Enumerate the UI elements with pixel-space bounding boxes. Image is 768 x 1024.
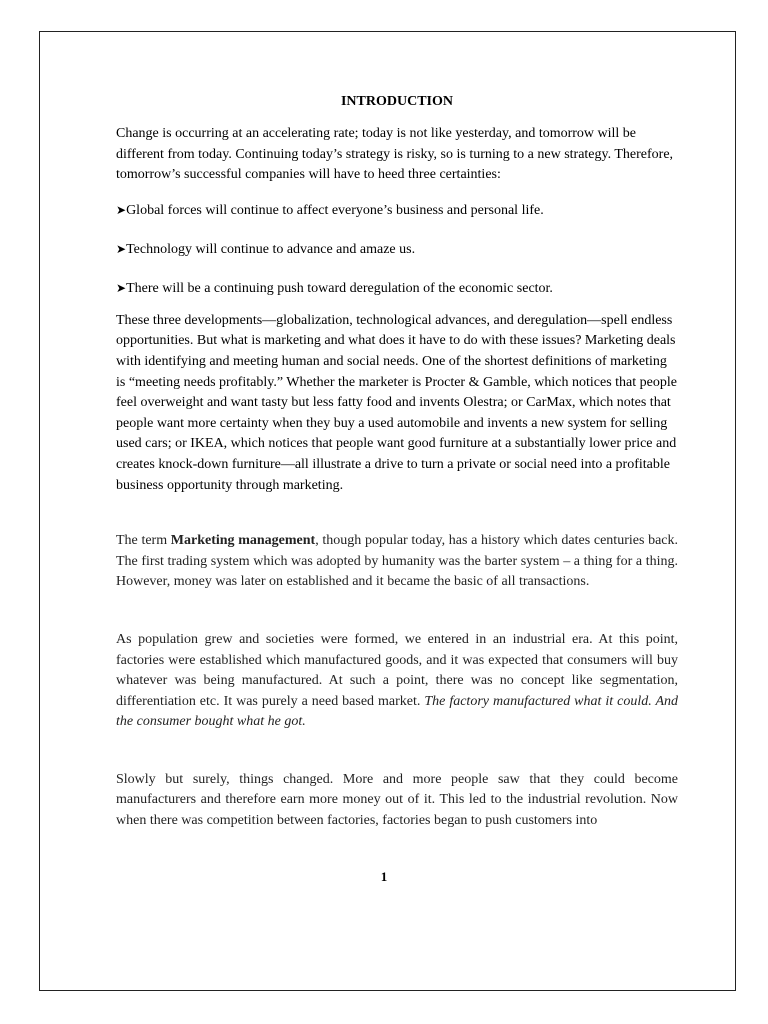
- developments-paragraph: These three developments—globalization, technological advances, and deregulation—spell endless opportunities. But what is marketing and what does it have to do with these issues? Marketing deals with identifying and meeting human and social needs. One of the shortest definitions of marketing is “meeting needs profitably.” Whether the marketer is Procter & Gamble, which notices that people feel overweight and want tasty but less fatty food and invents Olestra; or CarMax, which notes that people want more certainty when they buy a used automobile and invents a new system for selling used cars; or IKEA, which notices that people want good furniture at a substantially lower price and creates knock-down furniture—all illustrate a drive to turn a private or social need into a profitable business opportunity through marketing.: [116, 312, 677, 493]
- bullet-item: [116, 239, 678, 260]
- term-rest: , though popular today, has a history which dates centuries back. The first trading system which was adopted by humanity was the barter system – a thing for a thing. However, money was later on established and it became the basic of all transactions.: [116, 533, 679, 590]
- arrow-bullet-icon: ➤: [116, 241, 127, 256]
- revolution-paragraph: Slowly but surely, things changed. More and more people saw that they could become manufacturers and therefore earn more money out of it. This led to the industrial revolution. Now when there was competition between factories, factories began to push customers into: [116, 771, 678, 829]
- bullet-text: There will be a continuing push toward deregulation of the economic sector.: [126, 280, 553, 296]
- page-number: 1: [380, 869, 388, 884]
- bullet-item: [116, 200, 678, 221]
- document-body: [116, 92, 678, 832]
- bullet-text: Technology will continue to advance and amaze us.: [126, 241, 416, 257]
- arrow-bullet-icon: ➤: [116, 280, 127, 295]
- bold-term: Marketing management: [170, 533, 316, 549]
- industrial-text: As population grew and societies were formed, we entered in an industrial era. At this point, factories were established which manufactured goods, and it was expected that consumers will buy whatever was being manufactured. At such a point, there was no concept like segmentation, differentiation etc. It was purely a need based market.: [116, 631, 678, 709]
- term-prefix: The term: [116, 533, 171, 549]
- document-title: INTRODUCTION: [340, 94, 453, 109]
- industrial-italic: The factory manufactured what it could. And the consumer bought what he got.: [116, 693, 678, 730]
- arrow-bullet-icon: ➤: [116, 202, 127, 217]
- bullet-item: [116, 278, 678, 299]
- industrial-paragraph: [116, 630, 678, 733]
- term-paragraph: [116, 531, 678, 593]
- intro-paragraph: Change is occurring at an accelerating rate; today is not like yesterday, and tomorrow will be different from today. Continuing today’s strategy is risky, so is turning to a new strategy. Therefore, tomorrow’s successful companies will have to heed three certainties:: [116, 126, 674, 183]
- bullet-text: Global forces will continue to affect everyone’s business and personal life.: [126, 202, 544, 218]
